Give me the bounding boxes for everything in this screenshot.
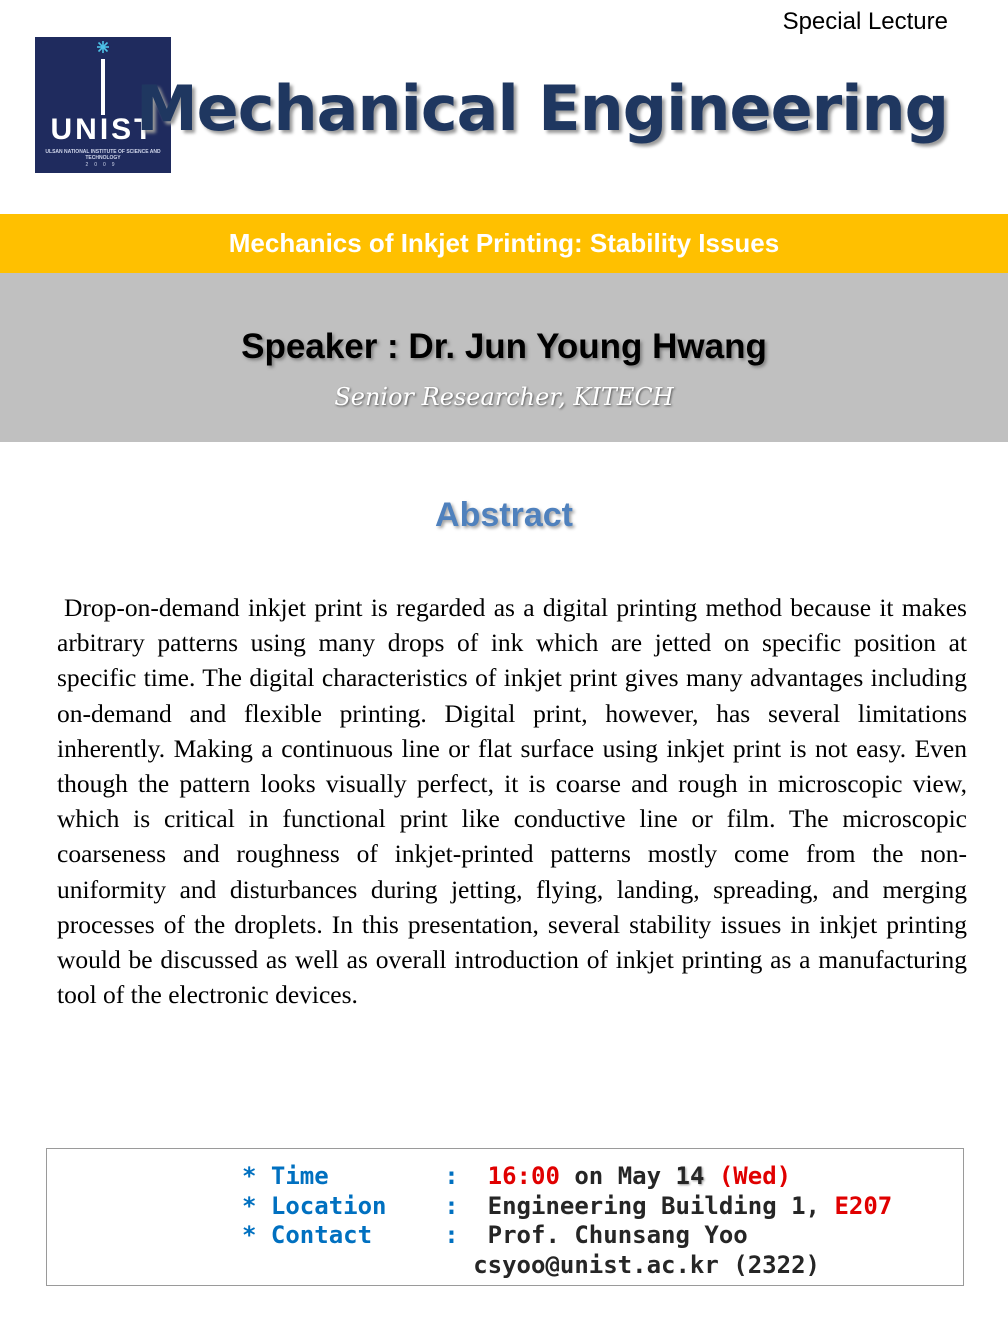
contact-label: * Contact xyxy=(242,1221,373,1249)
lecture-title: Mechanics of Inkjet Printing: Stability Issues xyxy=(228,228,780,258)
location-label: * Location xyxy=(242,1191,387,1220)
contact-email: csyoo@unist.ac.kr (2322) xyxy=(473,1250,820,1279)
location-separator: : xyxy=(444,1191,459,1220)
time-weekday: (Wed) xyxy=(718,1162,792,1190)
event-info-box xyxy=(46,1148,964,1286)
time-separator: : xyxy=(444,1162,459,1190)
speaker-band xyxy=(0,273,1008,442)
logo-subtitle: ULSAN NATIONAL INSTITUTE OF SCIENCE AND TECHNOLOGY xyxy=(45,149,161,161)
time-day: 14 xyxy=(675,1162,705,1190)
contact-separator: : xyxy=(444,1221,459,1249)
time-hour: 16:00 xyxy=(487,1162,560,1190)
speaker-name: Speaker : Dr. Jun Young Hwang xyxy=(241,327,767,366)
speaker-affiliation: Senior Researcher, KITECH xyxy=(334,383,674,411)
location-room: E207 xyxy=(834,1191,893,1220)
special-lecture-label: Special Lecture xyxy=(782,8,948,35)
logo-wordmark: UNIST xyxy=(50,113,156,146)
department-title: Mechanical Engineering xyxy=(135,72,948,145)
contact-name: Prof. Chunsang Yoo xyxy=(487,1221,748,1249)
logo-year: 2009 xyxy=(85,162,121,168)
time-label: * Time xyxy=(242,1162,329,1190)
location-building: Engineering Building 1, xyxy=(487,1191,835,1220)
event-info xyxy=(242,1162,892,1280)
abstract-text: Drop-on-demand inkjet print is regarded as a digital printing method because it makes arbitrary patterns using many drops of ink which are jetted on specific position at specific time. The digital characteristics of inkjet print gives many advantages including on-demand and flexible printing. Digital print, however, has several limitations inherently. Making a continuous line or flat surface using inkjet print is not easy. Even though the pattern looks visually perfect, it is coarse and rough in microscopic view, which is critical in functional print like conductive line or film. The microscopic coarseness and roughness of inkjet-printed patterns mostly come from the non-uniformity and disturbances during jetting, flying, landing, spreading, and merging processes of the droplets. In this presentation, several stability issues in inkjet printing would be discussed as well as overall introduction of inkjet printing as a manufacturing tool of the electronic devices. xyxy=(57,593,967,1010)
lecture-title-band xyxy=(0,214,1008,273)
abstract-heading: Abstract xyxy=(435,496,573,534)
time-date: on May xyxy=(559,1162,676,1190)
